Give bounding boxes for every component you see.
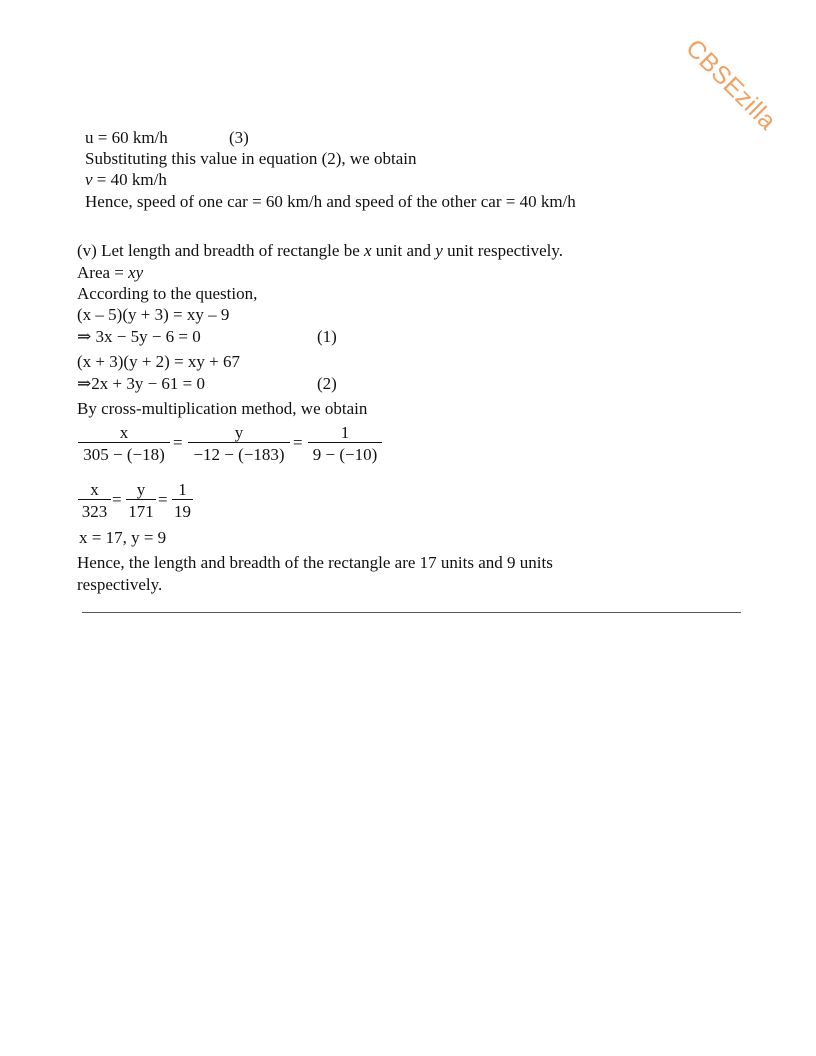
equation-2-tag: (2) [317,374,337,393]
equals-sign: = [293,433,303,452]
answer-line-1: Hence, the length and breadth of the rectangle are 17 units and 9 units [77,553,553,572]
cross-fraction-x [78,423,170,464]
part-v-intro [77,241,563,261]
intro-var-y: y [435,241,443,260]
equals-sign: = [112,490,122,509]
equation-1: ⇒ 3x − 5y − 6 = 0 [77,327,201,346]
solution-line: x = 17, y = 9 [79,528,167,547]
cross-multiplication-line: By cross-multiplication method, we obtain [77,399,368,418]
substitute-line: Substituting this value in equation (2), we obtain [85,149,417,168]
intro-text-b: unit and [371,241,436,260]
u-value-line: u = 60 km/h [85,128,168,147]
simplified-x-denominator: 323 [81,502,108,521]
speed-conclusion: Hence, speed of one car = 60 km/h and speed of the other car = 40 km/h [85,192,576,211]
cross-fraction-y [188,423,290,464]
area-line [77,263,143,283]
simplified-fraction-one [172,480,193,521]
v-value: = 40 km/h [92,170,167,189]
according-line: According to the question, [77,284,258,303]
answer-line-2: respectively. [77,575,163,594]
cross-fraction-one [308,423,382,464]
intro-text-c: unit respectively. [442,241,564,260]
cross-one-denominator: 9 − (−10) [312,445,378,464]
simplified-x-numerator: x [78,480,111,500]
condition-2: (x + 3)(y + 2) = xy + 67 [77,352,240,371]
v-variable: v [85,170,93,189]
cross-y-numerator: y [188,423,290,443]
cbsezilla-watermark: CBSEzilla [680,34,782,136]
cross-y-denominator: −12 − (−183) [193,445,285,464]
simplified-fraction-y [126,480,156,521]
simplified-one-numerator: 1 [172,480,193,500]
area-value: xy [128,263,144,282]
cross-x-denominator: 305 − (−18) [83,445,165,464]
intro-var-x: x [363,241,372,260]
simplified-fraction-x [78,480,111,521]
condition-1: (x – 5)(y + 3) = xy – 9 [77,305,230,324]
equation-3-tag: (3) [229,128,249,147]
equation-2: ⇒2x + 3y − 61 = 0 [77,374,206,393]
cross-x-numerator: x [78,423,170,443]
simplified-y-denominator: 171 [128,502,154,521]
section-divider [82,612,741,613]
simplified-one-denominator: 19 [174,502,191,521]
equals-sign: = [173,433,183,452]
cross-one-numerator: 1 [308,423,382,443]
simplified-y-numerator: y [126,480,156,500]
equation-1-tag: (1) [317,327,337,346]
intro-text-a: (v) Let length and breadth of rectangle be [77,241,364,260]
equals-sign: = [158,490,168,509]
v-value-line [85,170,167,190]
area-label: Area = [77,263,129,282]
